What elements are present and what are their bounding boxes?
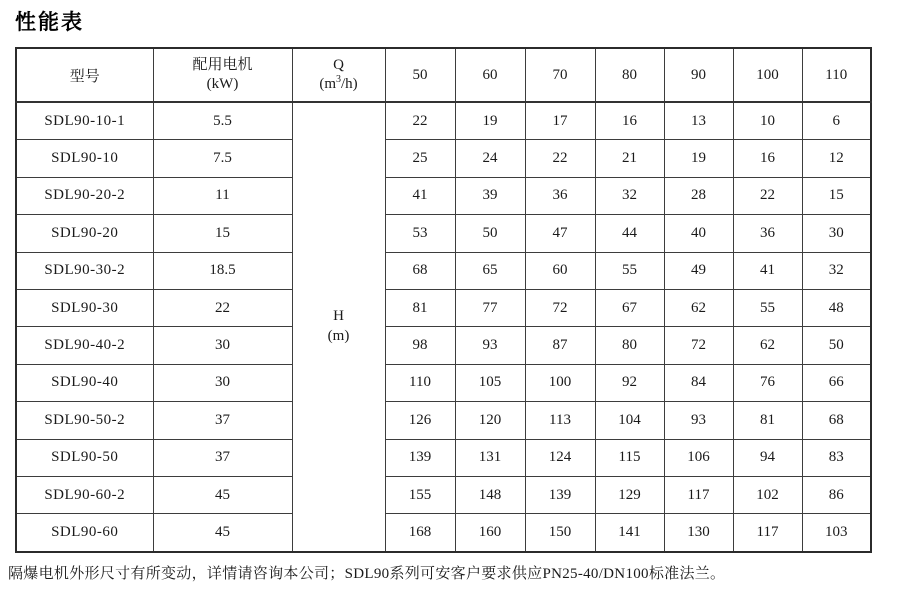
head-value-cell: 36 [733, 215, 802, 252]
head-value-cell: 24 [455, 140, 525, 177]
head-value-cell: 47 [525, 215, 595, 252]
head-value-cell: 93 [664, 402, 733, 439]
head-value-cell: 126 [385, 402, 455, 439]
head-value-cell: 19 [455, 102, 525, 140]
head-value-cell: 148 [455, 476, 525, 513]
head-value-cell: 110 [385, 364, 455, 401]
model-cell: SDL90-40 [16, 364, 153, 401]
head-unit-line: H [333, 308, 344, 325]
table-row [16, 327, 871, 364]
model-cell: SDL90-10 [16, 140, 153, 177]
head-value-cell: 10 [733, 102, 802, 140]
head-value-cell: 92 [595, 364, 664, 401]
model-cell: SDL90-50 [16, 439, 153, 476]
head-value-cell: 106 [664, 439, 733, 476]
motor-kw-cell: 7.5 [153, 140, 292, 177]
head-value-cell: 87 [525, 327, 595, 364]
head-value-cell: 129 [595, 476, 664, 513]
motor-kw-cell: 18.5 [153, 252, 292, 289]
col-header-model: 型号 [16, 48, 153, 102]
motor-kw-cell: 45 [153, 476, 292, 513]
motor-kw-cell: 37 [153, 402, 292, 439]
head-value-cell: 139 [385, 439, 455, 476]
header-row [16, 48, 871, 102]
head-value-cell: 66 [802, 364, 871, 401]
col-header-flow: 100 [733, 48, 802, 102]
model-cell: SDL90-50-2 [16, 402, 153, 439]
model-cell: SDL90-10-1 [16, 102, 153, 140]
head-value-cell: 104 [595, 402, 664, 439]
head-value-cell: 13 [664, 102, 733, 140]
table-row [16, 215, 871, 252]
head-value-cell: 41 [385, 177, 455, 214]
col-header-flow: 110 [802, 48, 871, 102]
head-value-cell: 98 [385, 327, 455, 364]
head-value-cell: 72 [525, 289, 595, 326]
head-value-cell: 77 [455, 289, 525, 326]
col-header-motor-label: 配用电机 [192, 56, 253, 73]
head-value-cell: 21 [595, 140, 664, 177]
table-body [16, 102, 871, 552]
head-value-cell: 72 [664, 327, 733, 364]
motor-kw-cell: 37 [153, 439, 292, 476]
head-value-cell: 139 [525, 476, 595, 513]
head-value-cell: 124 [525, 439, 595, 476]
q-unit-superscript: 3 [336, 74, 341, 85]
head-value-cell: 50 [802, 327, 871, 364]
head-value-cell: 60 [525, 252, 595, 289]
head-value-cell: 68 [385, 252, 455, 289]
head-value-cell: 103 [802, 514, 871, 552]
col-header-flow: 90 [664, 48, 733, 102]
head-value-cell: 117 [733, 514, 802, 552]
col-header-flow: 70 [525, 48, 595, 102]
head-value-cell: 15 [802, 177, 871, 214]
head-value-cell: 130 [664, 514, 733, 552]
col-header-q-symbol: Q [333, 56, 344, 73]
motor-kw-cell: 45 [153, 514, 292, 552]
head-value-cell: 80 [595, 327, 664, 364]
model-cell: SDL90-60-2 [16, 476, 153, 513]
table-row [16, 140, 871, 177]
head-value-cell: 65 [455, 252, 525, 289]
motor-kw-cell: 15 [153, 215, 292, 252]
col-header-flow: 50 [385, 48, 455, 102]
head-value-cell: 81 [733, 402, 802, 439]
head-value-cell: 62 [664, 289, 733, 326]
head-value-cell: 131 [455, 439, 525, 476]
head-value-cell: 62 [733, 327, 802, 364]
head-value-cell: 160 [455, 514, 525, 552]
head-value-cell: 28 [664, 177, 733, 214]
head-value-cell: 41 [733, 252, 802, 289]
table-row [16, 289, 871, 326]
head-value-cell: 22 [525, 140, 595, 177]
head-value-cell: 50 [455, 215, 525, 252]
head-value-cell: 67 [595, 289, 664, 326]
head-value-cell: 141 [595, 514, 664, 552]
footer-note: 隔爆电机外形尺寸有所变动，详情请咨询本公司；SDL90系列可安客户要求供应PN25-40/DN100标准法兰。 [8, 565, 726, 582]
head-value-cell: 17 [525, 102, 595, 140]
col-header-q-unit: $(m^3/h)$ [319, 74, 358, 92]
table-row [16, 102, 871, 140]
head-value-cell: 86 [802, 476, 871, 513]
head-value-cell: 115 [595, 439, 664, 476]
head-value-cell: 36 [525, 177, 595, 214]
head-value-cell: 120 [455, 402, 525, 439]
col-header-q [292, 48, 385, 102]
motor-kw-cell: 22 [153, 289, 292, 326]
head-value-cell: 16 [595, 102, 664, 140]
table-row [16, 252, 871, 289]
col-header-flow: 60 [455, 48, 525, 102]
head-value-cell: 55 [733, 289, 802, 326]
head-value-cell: 81 [385, 289, 455, 326]
table-row [16, 476, 871, 513]
head-value-cell: 19 [664, 140, 733, 177]
table-row [16, 364, 871, 401]
table-row [16, 439, 871, 476]
head-value-cell: 68 [802, 402, 871, 439]
head-value-cell: 117 [664, 476, 733, 513]
model-cell: SDL90-30 [16, 289, 153, 326]
model-cell: SDL90-30-2 [16, 252, 153, 289]
head-value-cell: 25 [385, 140, 455, 177]
head-value-cell: 84 [664, 364, 733, 401]
table-row [16, 514, 871, 552]
head-value-cell: 102 [733, 476, 802, 513]
head-value-cell: 53 [385, 215, 455, 252]
head-value-cell: 32 [595, 177, 664, 214]
head-value-cell: 168 [385, 514, 455, 552]
motor-kw-cell: 30 [153, 327, 292, 364]
head-value-cell: 16 [733, 140, 802, 177]
performance-table [15, 47, 872, 553]
head-unit-cell [292, 102, 385, 552]
head-value-cell: 6 [802, 102, 871, 140]
model-cell: SDL90-20 [16, 215, 153, 252]
head-value-cell: 94 [733, 439, 802, 476]
head-value-cell: 76 [733, 364, 802, 401]
head-value-cell: 100 [525, 364, 595, 401]
head-unit-line: (m) [327, 327, 350, 344]
table-row [16, 402, 871, 439]
col-header-motor-unit: (kW) [206, 76, 239, 92]
head-value-cell: 105 [455, 364, 525, 401]
page-title: 性能表 [15, 11, 84, 34]
model-cell: SDL90-60 [16, 514, 153, 552]
head-value-cell: 32 [802, 252, 871, 289]
head-value-cell: 49 [664, 252, 733, 289]
model-cell: SDL90-20-2 [16, 177, 153, 214]
head-value-cell: 30 [802, 215, 871, 252]
col-header-flow: 80 [595, 48, 664, 102]
head-value-cell: 55 [595, 252, 664, 289]
head-value-cell: 113 [525, 402, 595, 439]
head-value-cell: 44 [595, 215, 664, 252]
motor-kw-cell: 11 [153, 177, 292, 214]
head-value-cell: 22 [385, 102, 455, 140]
head-value-cell: 12 [802, 140, 871, 177]
head-value-cell: 93 [455, 327, 525, 364]
head-value-cell: 39 [455, 177, 525, 214]
head-value-cell: 83 [802, 439, 871, 476]
model-cell: SDL90-40-2 [16, 327, 153, 364]
motor-kw-cell: 30 [153, 364, 292, 401]
head-value-cell: 48 [802, 289, 871, 326]
head-value-cell: 22 [733, 177, 802, 214]
motor-kw-cell: 5.5 [153, 102, 292, 140]
head-value-cell: 155 [385, 476, 455, 513]
col-header-motor [153, 48, 292, 102]
table-row [16, 177, 871, 214]
head-value-cell: 40 [664, 215, 733, 252]
head-value-cell: 150 [525, 514, 595, 552]
